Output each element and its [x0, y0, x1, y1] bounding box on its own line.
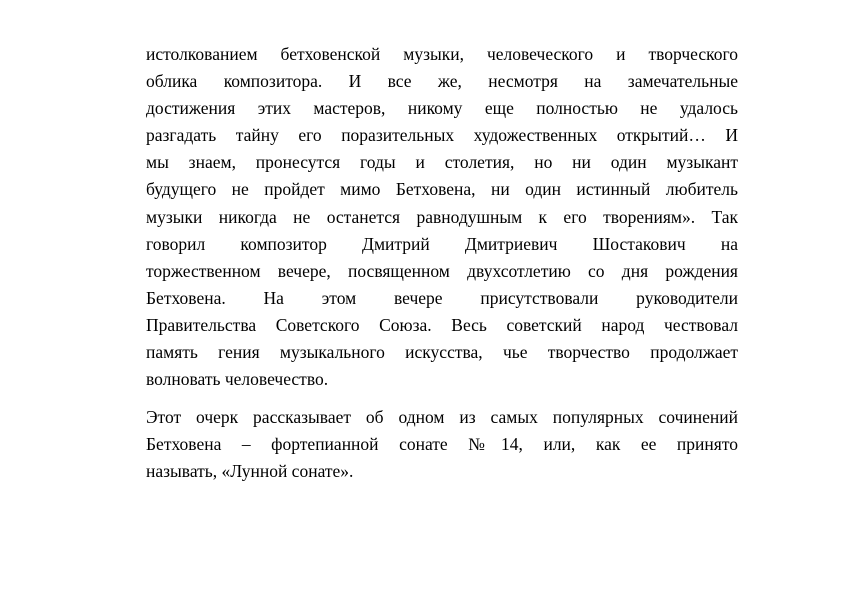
text-line: Правительства Советского Союза. Весь советский народ чествовал: [146, 314, 738, 335]
text-line: будущего не пройдет мимо Бетховена, ни один истинный любитель: [146, 179, 738, 200]
paragraph-1: [146, 41, 738, 393]
text-line: достижения этих мастеров, никому еще полностью не удалось: [146, 98, 738, 119]
text-line: Бетховена – фортепианной сонате №14, или, как ее принято: [146, 434, 738, 455]
text-line: торжественном вечере, посвященном двухсотлетию со дня рождения: [146, 260, 738, 281]
text-line: мы знаем, пронесутся годы и столетия, но ни один музыкант: [146, 152, 738, 173]
paragraph-2: [146, 404, 738, 485]
text-line: облика композитора. И все же, несмотря на замечательные: [146, 71, 738, 92]
text-line: музыки никогда не останется равнодушным к его творениям». Так: [146, 206, 738, 227]
text-line: Этот очерк рассказывает об одном из самых популярных сочинений: [146, 407, 738, 428]
text-line: память гения музыкального искусства, чье творчество продолжает: [146, 342, 738, 363]
paragraph-spacer: [146, 393, 738, 404]
text-line: называть, «Лунной сонате».: [146, 461, 354, 482]
text-line: Бетховена. На этом вечере присутствовали руководители: [146, 287, 738, 308]
text-line: истолкованием бетховенской музыки, человеческого и творческого: [146, 44, 738, 64]
text-line: волновать человечество.: [146, 369, 329, 390]
text-line: разгадать тайну его поразительных художественных открытий… И: [146, 125, 738, 146]
text-line: говорил композитор Дмитрий Дмитриевич Шостакович на: [146, 233, 738, 254]
text-body: [146, 41, 738, 486]
